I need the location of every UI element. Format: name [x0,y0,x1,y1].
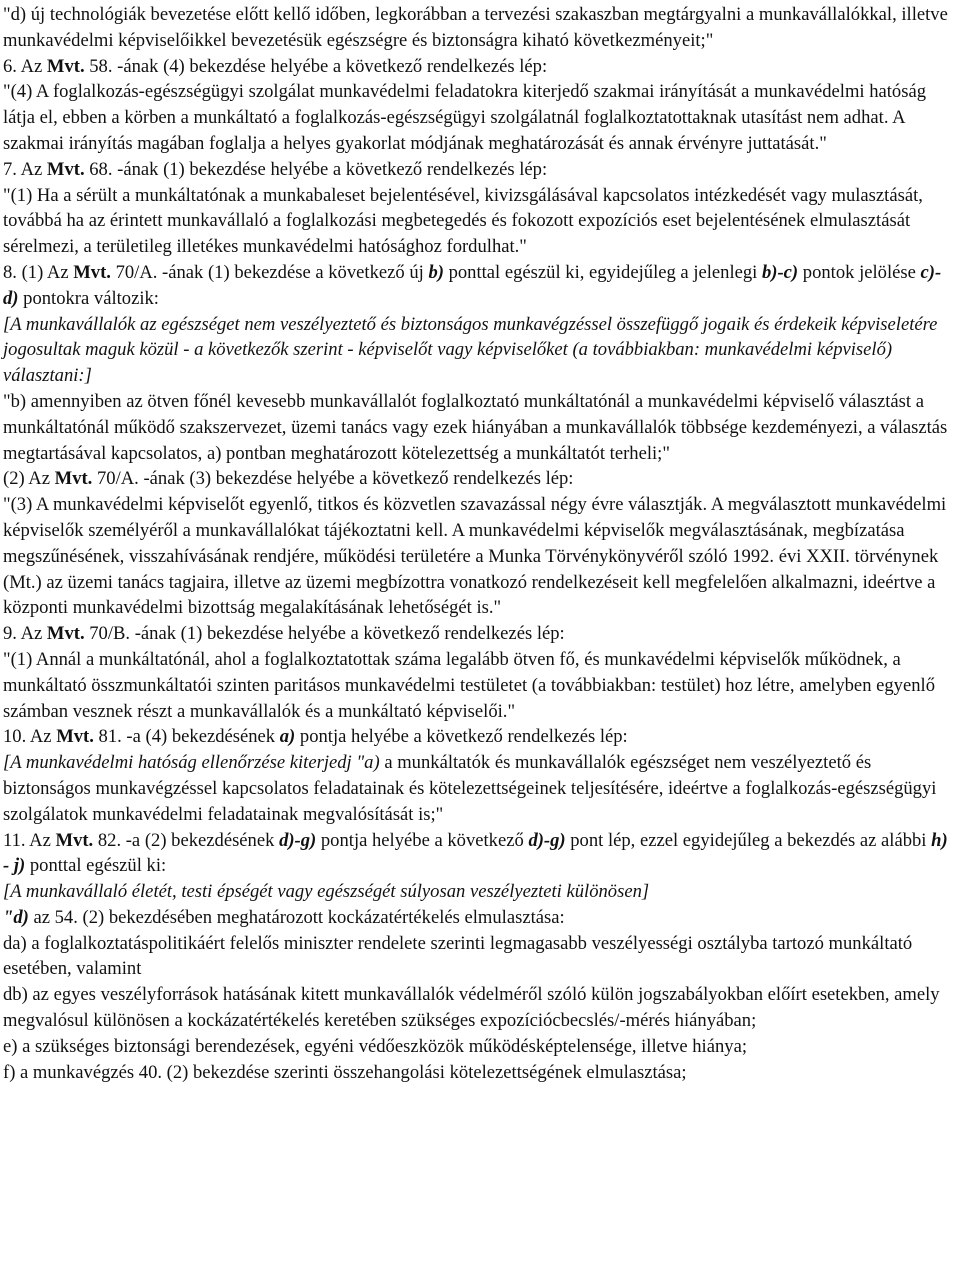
section-11-italic-context: [A munkavállaló életét, testi épségét vagy egészségét súlyosan veszélyezteti különösen] [3,881,650,903]
section-9-text: "(1) Annál a munkáltatónál, ahol a foglalkoztatottak száma legalább ötven fő, és munkavédelmi képviselők működnek, a munkáltató összmunkáltatói szinten paritásos munkavédelmi testületet (a továbbiakban: testület) hoz létre, amelyben egyenlő számban vesznek részt a munkavállalók és a munkáltató képviselői." [3,648,935,722]
section-9-heading: 9. Az Mvt. 70/B. -ának (1) bekezdése helyébe a következő rendelkezés lép: [3,623,565,645]
section-7-heading: 7. Az Mvt. 68. -ának (1) bekezdése helyébe a következő rendelkezés lép: [3,158,548,180]
section-7-text: "(1) Ha a sérült a munkáltatónak a munkabaleset bejelentésével, kivizsgálásával kapcsolatos intézkedését vagy mulasztását, továbbá ha az érintett munkavállaló a foglalkozási megbetegedés és fokozott expozíciós eset bejelentésének elmulasztását sérelmezi, a területileg illetékes munkavédelmi hatósághoz fordulhat." [3,184,923,258]
section-11-point-da: da) a foglalkoztatáspolitikáért felelős miniszter rendelete szerinti legmagasabb veszélyességi osztályba tartozó munkáltató esetében, valamint [3,932,913,980]
section-11-point-f: f) a munkavégzés 40. (2) bekezdése szerinti összehangolási kötelezettségének elmulasztása; [3,1061,687,1083]
section-6-heading: 6. Az Mvt. 58. -ának (4) bekezdése helyébe a következő rendelkezés lép: [3,55,548,77]
section-8-point-b: "b) amennyiben az ötven főnél kevesebb munkavállalót foglalkoztató munkáltatónál a munkavédelmi képviselő választást a munkáltatónál működő szakszervezet, üzemi tanács vagy ezek hiányában a munkavállalók többsége kezdeményezi, a választás megtartásával kapcsolatos, a) pontban meghatározott kötelezettség a munkáltatót terheli;" [3,390,948,464]
section-8-heading: 8. (1) Az Mvt. 70/A. -ának (1) bekezdése a következő új b) ponttal egészül ki, egyidejűleg a jelenlegi b)-c) pontok jelölése c)-d) pontokra változik: [3,261,942,309]
section-11-heading: 11. Az Mvt. 82. -a (2) bekezdésének d)-g) pontja helyébe a következő d)-g) pont lép, ezzel egyidejűleg a bekezdés az alábbi h) - j) ponttal egészül ki: [3,829,948,877]
section-8-2-heading: (2) Az Mvt. 70/A. -ának (3) bekezdése helyébe a következő rendelkezés lép: [3,468,574,490]
section-11-point-d: "d) az 54. (2) bekezdésében meghatározott kockázatértékelés elmulasztása: [3,906,565,928]
section-11-point-e: e) a szükséges biztonsági berendezések, egyéni védőeszközök működésképtelensége, illetve hiánya; [3,1035,747,1057]
section-8-2-text: "(3) A munkavédelmi képviselőt egyenlő, titkos és közvetlen szavazással négy évre választják. A megválasztott munkavédelmi képviselők személyéről a munkavállalókat tájékoztatni kell. A munkavédelmi képviselők megválasztásának, megbízatása megszűnésének, visszahívásának rendjére, működési területére a Munka Törvénykönyvéről szóló 1992. évi XXII. törvénynek (Mt.) az üzemi tanács tagjaira, illetve az üzemi megbízottra vonatkozó rendelkezéseit kell megfelelően alkalmazni, ideértve a központi munkavédelmi bizottság megalakításának lehetőségét is." [3,494,947,619]
paragraph-d: "d) új technológiák bevezetése előtt kellő időben, legkorábban a tervezési szakaszban megtárgyalni a munkavállalókkal, illetve munkavédelmi képviselőikkel bevezetésük egészségre és biztonságra kiható következményeit;" [3,4,948,51]
section-8-italic-context: [A munkavállalók az egészséget nem veszélyeztető és biztonságos munkavégzéssel összefüggő jogaik és érdekeik képviseletére jogosultak maguk közül - a következők szerint - képviselőt vagy képviselőket (a továbbiakban: munkavédelmi képviselő) választani:] [3,313,938,387]
section-11-point-db: db) az egyes veszélyforrások hatásának kitett munkavállalók védelméről szóló külön jogszabályokban előírt esetekben, amely megvalósul különösen a kockázatértékelés keretében szükséges expozíciócbecslés/-mérés hiányában; [3,984,940,1032]
section-10-heading: 10. Az Mvt. 81. -a (4) bekezdésének a) pontja helyébe a következő rendelkezés lép: [3,726,628,748]
section-10-text: [A munkavédelmi hatóság ellenőrzése kiterjedj "a) a munkáltatók és munkavállalók egészséget nem veszélyeztető és biztonságos munkavégzéssel kapcsolatos feladatainak és kötelezettségeinek teljesítésére, ideértve a foglalkozás-egészségügyi szolgálatok munkavédelmi feladatainak megvalósítását is;" [3,752,937,825]
section-6-text: "(4) A foglalkozás-egészségügyi szolgálat munkavédelmi feladatokra kiterjedő szakmai irányítását a munkavédelmi hatóság látja el, ebben a körben a munkáltató a foglalkozás-egészségügyi szolgálatnál foglalkoztatottaknak utasítást nem adhat. A szakmai irányítás magában foglalja a helyes gyakorlat módjának meghatározását és annak érvényre juttatását." [3,81,927,154]
